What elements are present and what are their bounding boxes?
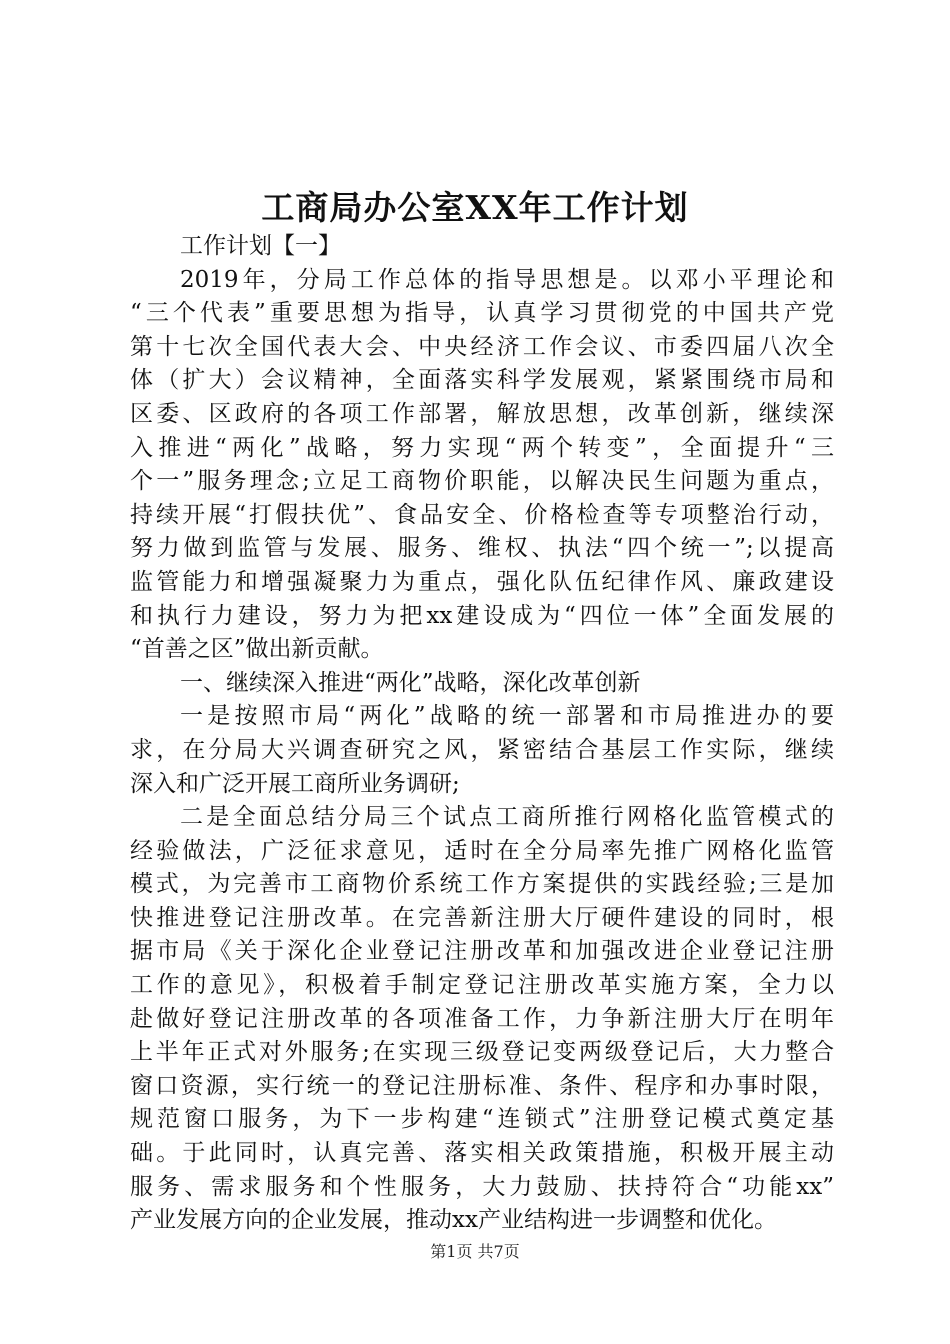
paragraph-line: 求，在分局大兴调查研究之风，紧密结合基层工作实际，继续 [130, 736, 834, 763]
section-heading: 工作计划【一】 [180, 233, 341, 259]
paragraph-line: “三个代表”重要思想为指导，认真学习贯彻党的中国共产党 [130, 300, 834, 327]
paragraph-line: 2019年，分局工作总体的指导思想是。以邓小平理论和 [180, 266, 834, 293]
paragraph-line: 努力做到监管与发展、服务、维权、执法“四个统一”;以提高 [130, 535, 834, 562]
paragraph-line: 规范窗口服务，为下一步构建“连锁式”注册登记模式奠定基 [130, 1106, 834, 1133]
paragraph-line: 监管能力和增强凝聚力为重点，强化队伍纪律作风、廉政建设 [130, 568, 834, 595]
paragraph-line: 区委、区政府的各项工作部署，解放思想，改革创新，继续深 [130, 400, 834, 427]
paragraph-line: 个一”服务理念;立足工商物价职能，以解决民生问题为重点， [130, 468, 834, 495]
document-body [130, 230, 834, 1238]
paragraph-line: 产业发展方向的企业发展，推动xx产业结构进一步调整和优化。 [130, 1207, 777, 1234]
paragraph-line: 上半年正式对外服务;在实现三级登记变两级登记后，大力整合 [130, 1039, 834, 1066]
paragraph-line: 二是全面总结分局三个试点工商所推行网格化监管模式的 [180, 804, 834, 831]
paragraph-line: 深入和广泛开展工商所业务调研; [130, 770, 460, 797]
page-number-footer: 第1页 共7页 [430, 1242, 520, 1261]
paragraph-line: 快推进登记注册改革。在完善新注册大厅硬件建设的同时，根 [130, 904, 834, 931]
paragraph-line: 服务、需求服务和个性服务，大力鼓励、扶持符合“功能xx” [130, 1173, 834, 1200]
paragraph-line: 据市局《关于深化企业登记注册改革和加强改进企业登记注册 [130, 938, 834, 965]
paragraph-line: 工作的意见》，积极着手制定登记注册改革实施方案，全力以 [130, 972, 834, 999]
paragraph-line: 体（扩大）会议精神，全面落实科学发展观，紧紧围绕市局和 [130, 367, 834, 394]
paragraph-line: 赴做好登记注册改革的各项准备工作，力争新注册大厅在明年 [130, 1005, 834, 1032]
paragraph-line: “首善之区”做出新贡献。 [130, 636, 384, 663]
paragraph-line: 一是按照市局“两化”战略的统一部署和市局推进办的要 [180, 703, 834, 730]
paragraph-line: 经验做法，广泛征求意见，适时在全分局率先推广网格化监管 [130, 837, 834, 864]
paragraph-line: 础。于此同时，认真完善、落实相关政策措施，积极开展主动 [130, 1140, 834, 1167]
paragraph-line: 模式，为完善市工商物价系统工作方案提供的实践经验;三是加 [130, 871, 834, 898]
paragraph-line: 和执行力建设，努力为把xx建设成为“四位一体”全面发展的 [130, 602, 834, 629]
paragraph-line: 窗口资源，实行统一的登记注册标准、条件、程序和办事时限， [130, 1072, 834, 1099]
document-title: 工商局办公室XX年工作计划 [261, 188, 689, 227]
paragraph-line: 第十七次全国代表大会、中央经济工作会议、市委四届八次全 [130, 333, 834, 360]
paragraph-line: 入推进“两化”战略，努力实现“两个转变”，全面提升“三 [130, 434, 834, 461]
section-heading: 一、继续深入推进“两化”战略，深化改革创新 [180, 669, 641, 696]
paragraph-line: 持续开展“打假扶优”、食品安全、价格检查等专项整治行动， [130, 501, 834, 528]
